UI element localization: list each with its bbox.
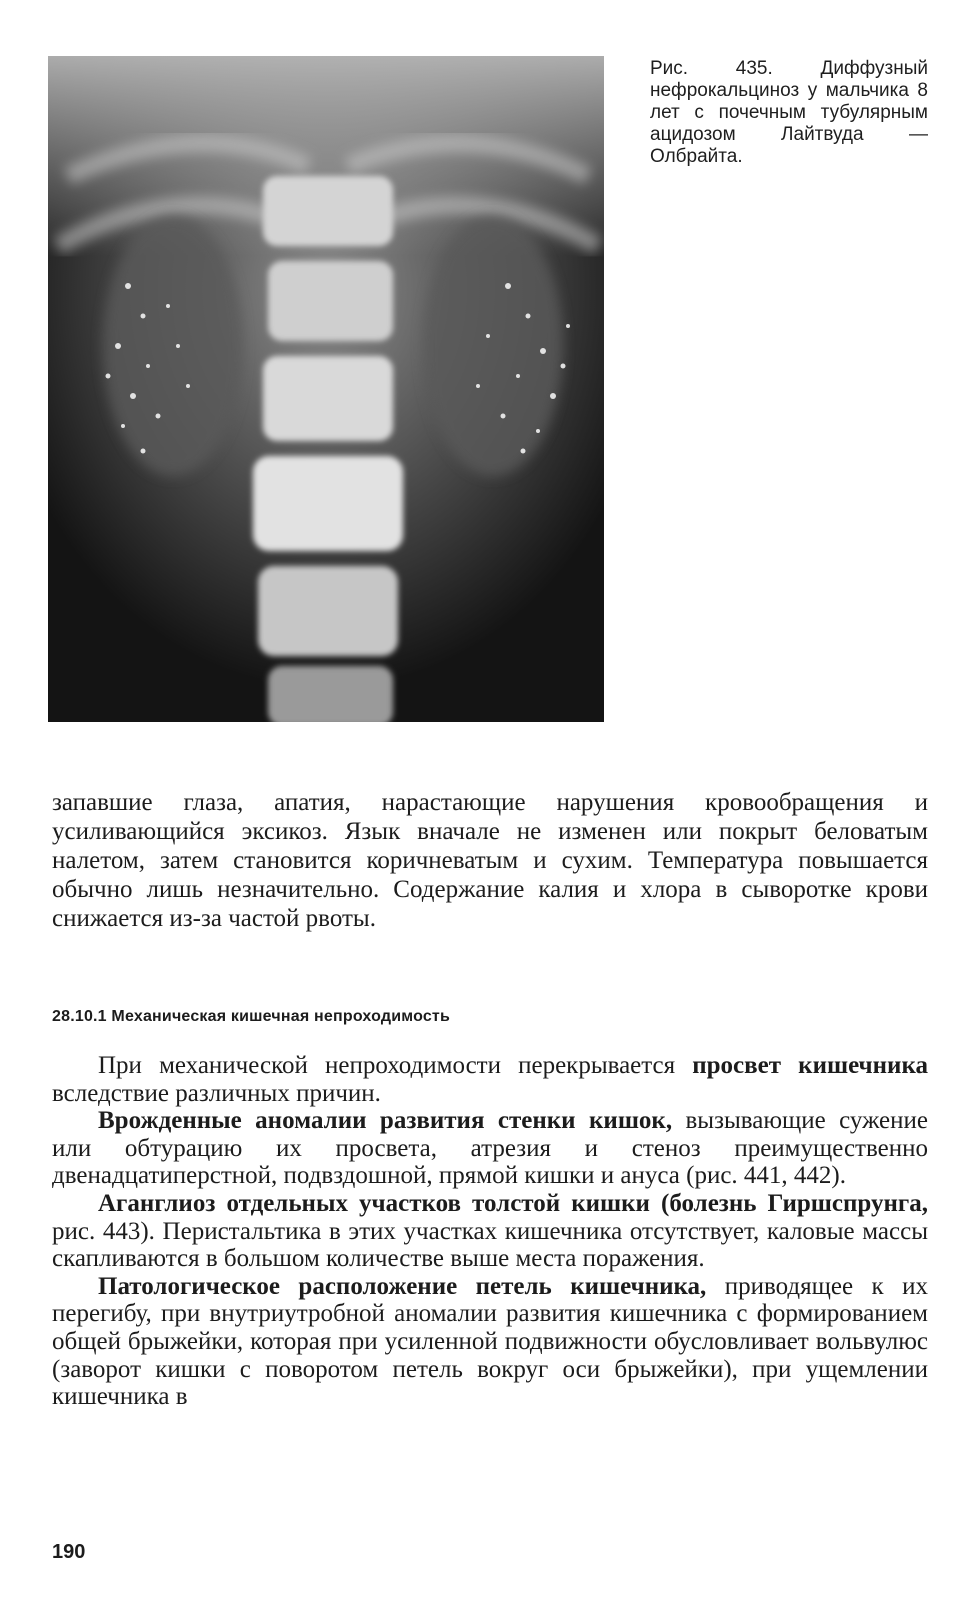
- text-run: рис. 443). Перистальтика в этих участках кишечника отсутствует, каловые массы скапливаются в большом количестве выше места поражения.: [52, 1217, 928, 1273]
- figure-caption: Рис. 435. Диффузный нефрокальциноз у мальчика 8 лет с почечным тубулярным ацидозом Лайтвуда — Олбрайта.: [650, 58, 928, 167]
- text-run: При механической непроходимости перекрывается: [98, 1052, 693, 1079]
- section-heading: 28.10.1 Механическая кишечная непроходимость: [52, 1008, 451, 1025]
- text-run: вызывающие сужение или обтурацию их просвета, атрезия и стеноз преимущественно двенадцатиперстной, подвздошной, прямой кишки и ануса (рис. 441, 442).: [52, 1107, 928, 1190]
- xray-figure: [48, 56, 604, 722]
- text-run: вследствие различных причин.: [52, 1079, 381, 1107]
- text-run: приводящее к их перегибу, при внутриутробной аномалии развития кишечника с формированием общей брыжейки, которая при усиленной подвижности обусловливает вольвулюс (заворот кишки с поворотом петель вокруг оси брыжейки), при ущемлении кишечника в: [52, 1272, 928, 1411]
- xray-image: [48, 56, 604, 722]
- paragraph: [52, 1273, 928, 1411]
- paragraph: [52, 1107, 928, 1190]
- section-body: [52, 1052, 928, 1411]
- bold-term: просвет кишечника: [692, 1052, 928, 1079]
- paragraph-continuation: запавшие глаза, апатия, нарастающие нарушения кровообращения и усиливающийся эксикоз. Язык вначале не изменен или покрыт беловатым налетом, затем становится коричневатым и сухим. Температура повышается обычно лишь незначительно. Содержание калия и хлора в сыворотке крови снижается из-за частой рвоты.: [52, 789, 928, 932]
- paragraph: [52, 1052, 928, 1107]
- paragraph: [52, 1190, 928, 1273]
- bold-term: Врожденные аномалии развития стенки кишок,: [98, 1107, 673, 1135]
- bold-term: Аганглиоз отдельных участков толстой кишки (болезнь Гиршспрунга,: [98, 1189, 928, 1217]
- bold-term: Патологическое расположение петель кишечника,: [98, 1272, 707, 1300]
- page-number: 190: [52, 1541, 86, 1563]
